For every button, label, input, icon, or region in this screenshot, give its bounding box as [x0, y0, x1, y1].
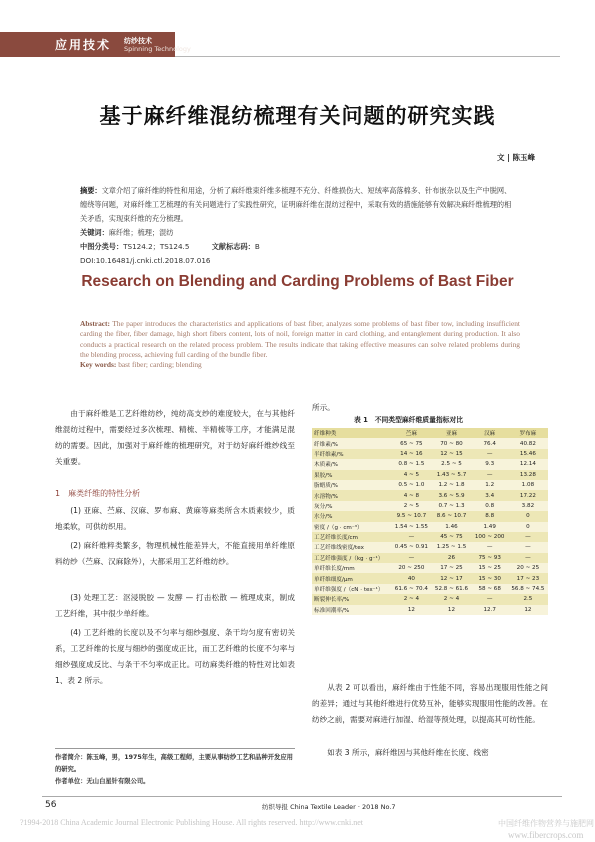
table1-header-row: [312, 428, 548, 438]
abstract-cn-label: 摘要：: [80, 186, 102, 195]
table1-cell: 2 ~ 5: [391, 501, 431, 511]
table1-cell: —: [472, 542, 508, 552]
right-paragraph-2: 如表 3 所示，麻纤维因与其他纤维在长度、线密: [327, 748, 489, 757]
table1: [312, 428, 548, 615]
table1-cell: 58 ~ 68: [472, 584, 508, 594]
table1-cell: 15.46: [508, 449, 548, 459]
table1-cell: 75 ~ 93: [472, 553, 508, 563]
keywords-en-text: bast fiber; carding; blending: [118, 360, 202, 370]
table1-cell: 0.45 ~ 0.91: [391, 542, 431, 552]
table1-cell: 8.8: [472, 511, 508, 521]
table1-cell: —: [508, 532, 548, 542]
table1-cell: 61.6 ~ 70.4: [391, 584, 431, 594]
body-paragraph-3: (3) 处理工艺：沤浸脱胶 — 发酵 — 打击松散 — 梳理成束，制成工艺纤维，其中很少单纤维。: [55, 593, 295, 618]
table1-cell: 2 ~ 4: [431, 594, 471, 604]
table1-caption: 表 1 不同类型麻纤维质量指标对比: [354, 416, 464, 424]
table1-row: [312, 563, 548, 573]
table1-cell: 12 ~ 15: [431, 449, 471, 459]
table1-cell: 17.22: [508, 490, 548, 500]
table1-cell: 2.5 ~ 5: [431, 459, 471, 469]
table1-cell: 1.2 ~ 1.8: [431, 480, 471, 490]
right-paragraph-1: 从表 2 可以看出，麻纤维由于性能不同，容易出现服用性能之间的差异；通过与其他纤维进行优势互补，能够实现服用性能的改善。在纺纱之前，需要对麻进行加湿、给湿等预处理，以提高其可纺性能。: [312, 683, 548, 724]
byline: 文 | 陈玉峰: [497, 153, 535, 162]
table1-cell: 3.4: [472, 490, 508, 500]
author-text: 陈玉峰，男，1975年生，高级工程师，主要从事纺纱工艺和品种开发应用的研究。: [55, 754, 293, 773]
table1-header-cell: 亚麻: [431, 428, 471, 438]
intro-paragraph: 由于麻纤维是工艺纤维纺纱，纯纺高支纱的难度较大，在与其他纤维混纺过程中，需要经过多次梳理、精梳、半精梳等工序，才能满足混纺的需要。因此，加强对于麻纤维的梳理研究，对于纺好麻纤维纱线至关重要。: [55, 409, 295, 466]
table1-row: [312, 501, 548, 511]
table1-cell: 14 ~ 16: [391, 449, 431, 459]
category-cn: 纺纱技术: [124, 37, 152, 45]
table1-cell: 15 ~ 30: [472, 573, 508, 583]
table1-cell: 9.3: [472, 459, 508, 469]
table1-cell: 76.4: [472, 438, 508, 448]
table1-row: [312, 449, 548, 459]
table1-row: [312, 605, 548, 615]
copyright-notice: ?1994-2018 China Academic Journal Electronic Publishing House. All rights reserved. http://www.cnki.net: [20, 818, 363, 827]
table1-cell: 水溶物/%: [312, 490, 391, 500]
author-label: 作者简介：: [55, 754, 87, 761]
unit-text: 无山白星针有限公司。: [86, 778, 150, 785]
table1-cell: 木质素/%: [312, 459, 391, 469]
article-title-en: Research on Blending and Carding Problems of Bast Fiber: [81, 273, 514, 290]
keywords-cn-label: 关键词：: [80, 228, 109, 237]
table1-cell: 52.8 ~ 61.6: [431, 584, 471, 594]
classification-line: [80, 242, 260, 252]
header-divider: [175, 56, 560, 57]
table1-cell: 0.8 ~ 1.5: [391, 459, 431, 469]
table1-cell: 12 ~ 17: [431, 573, 471, 583]
table1-cell: 0.7 ~ 1.3: [431, 501, 471, 511]
table1-cell: 40: [391, 573, 431, 583]
page-number: 56: [45, 800, 57, 810]
table1-cell: 2.5: [508, 594, 548, 604]
table1-cell: 0.5 ~ 1.0: [391, 480, 431, 490]
table1-cell: 65 ~ 75: [391, 438, 431, 448]
table1-cell: 20 ~ 250: [391, 563, 431, 573]
table1-row: [312, 438, 548, 448]
table1-cell: 密度 /（g · cm⁻³）: [312, 522, 391, 532]
table1-cell: 0.8: [472, 501, 508, 511]
table1-cell: 17 ~ 25: [431, 563, 471, 573]
table1-row: [312, 480, 548, 490]
table1-cell: 100 ~ 200: [472, 532, 508, 542]
watermark-site-name: 中国纤维作物营养与施肥网: [498, 819, 594, 828]
table1-cell: 工艺纤维线密度/tex: [312, 542, 391, 552]
clc-label: 中图分类号：: [80, 242, 124, 251]
table1-cell: 单纤维细度/μm: [312, 573, 391, 583]
table1-cell: 3.82: [508, 501, 548, 511]
table1-cell: 15 ~ 25: [472, 563, 508, 573]
keywords-en-label: Key words:: [80, 360, 117, 370]
table1-cell: 1.25 ~ 1.5: [431, 542, 471, 552]
table1-cell: —: [472, 470, 508, 480]
table1-row: [312, 573, 548, 583]
table1-cell: 半纤维素/%: [312, 449, 391, 459]
table1-cell: 1.08: [508, 480, 548, 490]
author-notes: [55, 748, 295, 788]
table1-cell: 12: [508, 605, 548, 615]
table1-cell: —: [508, 542, 548, 552]
doc-code-value: B: [254, 242, 260, 251]
table1-cell: 8.6 ~ 10.7: [431, 511, 471, 521]
body-paragraph-1: (1) 亚麻、苎麻、汉麻、罗布麻、黄麻等麻类所含木质素较少，质地柔软，可供纺织用。: [55, 506, 295, 531]
table1-cell: 1.49: [472, 522, 508, 532]
watermark-url: www.fibercrops.com: [508, 830, 584, 840]
table1-row: [312, 522, 548, 532]
table1-row: [312, 532, 548, 542]
table1-cell: 4 ~ 8: [391, 490, 431, 500]
table1-cell: 单纤维长度/mm: [312, 563, 391, 573]
keywords-cn: [80, 228, 173, 238]
journal-info: 纺织导报 China Textile Leader · 2018 No.7: [262, 803, 396, 811]
section-label: 应用技术: [55, 38, 112, 52]
abstract-cn: [80, 184, 518, 226]
table1-row: [312, 594, 548, 604]
table1-cell: 0: [508, 522, 548, 532]
abstract-en-label: Abstract:: [80, 319, 110, 328]
table1-cell: 0: [508, 511, 548, 521]
abstract-cn-text: 文章介绍了麻纤维的特性和用途，分析了麻纤维束纤维多梳理不充分、纤维损伤大、短绒率高落棉多、针布嵌杂以及生产中脱网、缠绕等问题，对麻纤维工艺梳理的有关问题进行了实践性研究，证明麻纤维在混纺过程中，采取有效的措施能够有效解决麻纤维梳理的相关矛盾，实现束纤维的充分梳理。: [80, 186, 512, 223]
unit-label: 作者单位：: [55, 778, 87, 785]
body-paragraph-2: (2) 麻纤维粹类繁多，物理机械性能差异大，不能直接用单纤维原料纺纱（苎麻、汉麻除外），大都采用工艺纤维纺纱。: [55, 541, 295, 566]
table1-cell: 单纤维强度 /（cN · tex⁻¹）: [312, 584, 391, 594]
table1-row: [312, 542, 548, 552]
table1-cell: —: [391, 553, 431, 563]
table1-cell: 13.28: [508, 470, 548, 480]
table1-cell: 1.46: [431, 522, 471, 532]
table1-cell: 果胶/%: [312, 470, 391, 480]
abstract-en: [80, 319, 520, 370]
article-title-cn: 基于麻纤维混纺梳理有关问题的研究实践: [99, 104, 496, 128]
body-paragraph-4: (4) 工艺纤维的长度以及不匀率与细纱强度、条干均匀度有密切关系，工艺纤维的长度与细纱的强度成正比，而工艺纤维的长度不匀率与细纱强度成反比、与条干不匀率成正比。可纺麻类纤维的特性对比如表 1、表 2 所示。: [55, 628, 295, 685]
doi: DOI:10.16481/j.cnki.ctl.2018.07.016: [80, 256, 211, 265]
table1-header-cell: 罗布麻: [508, 428, 548, 438]
table1-cell: 9.5 ~ 10.7: [391, 511, 431, 521]
table1-row: [312, 470, 548, 480]
table1-cell: 26: [431, 553, 471, 563]
table1-cell: 45 ~ 75: [431, 532, 471, 542]
table1-header-cell: 纤维种类: [312, 428, 391, 438]
table1-cell: 12: [431, 605, 471, 615]
table1-header-cell: 苎麻: [391, 428, 431, 438]
table1-cell: 12: [391, 605, 431, 615]
table1-cell: 灰分/%: [312, 501, 391, 511]
table1-cell: 工艺纤维强度 /（kg · g⁻¹）: [312, 553, 391, 563]
table1-row: [312, 459, 548, 469]
table1-cell: 70 ~ 80: [431, 438, 471, 448]
table1-cell: 12.14: [508, 459, 548, 469]
table1-cell: 工艺纤维长度/cm: [312, 532, 391, 542]
abstract-en-text: The paper introduces the characteristics and applications of bast fiber, analyzes some problems of bast fiber tow, including insufficient carding the fiber, fiber damage, high short fibers content, lots of noil, foreign matter in card clothing, and entanglement during production. It also conducts a practical research on the related process problem. The results indicate that taking effective measures can solve related problems during the blending process, achieving full carding of the bundle fiber.: [80, 319, 520, 359]
right-column-fragment: 所示。: [312, 403, 335, 412]
table1-cell: —: [508, 553, 548, 563]
table1-cell: 1.2: [472, 480, 508, 490]
keywords-cn-text: 麻纤维；梳理；混纺: [108, 228, 174, 237]
table1-cell: 40.82: [508, 438, 548, 448]
table1-cell: 12.7: [472, 605, 508, 615]
table1-cell: 1.43 ~ 5.7: [431, 470, 471, 480]
table1-cell: 56.8 ~ 74.5: [508, 584, 548, 594]
table1-cell: 标准回潮率/%: [312, 605, 391, 615]
clc-value: TS124.2；TS124.5: [123, 242, 190, 251]
table1-header-cell: 汉麻: [472, 428, 508, 438]
table1-cell: 1.54 ~ 1.55: [391, 522, 431, 532]
doc-code-label: 文献标志码：: [211, 242, 255, 251]
table1-cell: 4 ~ 5: [391, 470, 431, 480]
table1-row: [312, 553, 548, 563]
section1-heading: 1 麻类纤维的特性分析: [55, 489, 141, 498]
table1-row: [312, 490, 548, 500]
table1-cell: —: [472, 449, 508, 459]
table1-cell: 脂蜡质/%: [312, 480, 391, 490]
table1-cell: —: [472, 594, 508, 604]
table1-cell: —: [391, 532, 431, 542]
table1-row: [312, 584, 548, 594]
footer-divider: [42, 796, 562, 797]
table1-cell: 断裂伸长率/%: [312, 594, 391, 604]
table1-cell: 17 ~ 23: [508, 573, 548, 583]
category-en: Spinning Technology: [124, 45, 191, 53]
table1-cell: 2 ~ 4: [391, 594, 431, 604]
table1-cell: 20 ~ 25: [508, 563, 548, 573]
table1-row: [312, 511, 548, 521]
table1-cell: 纤维素/%: [312, 438, 391, 448]
table1-cell: 3.6 ~ 5.9: [431, 490, 471, 500]
table1-cell: 水分/%: [312, 511, 391, 521]
